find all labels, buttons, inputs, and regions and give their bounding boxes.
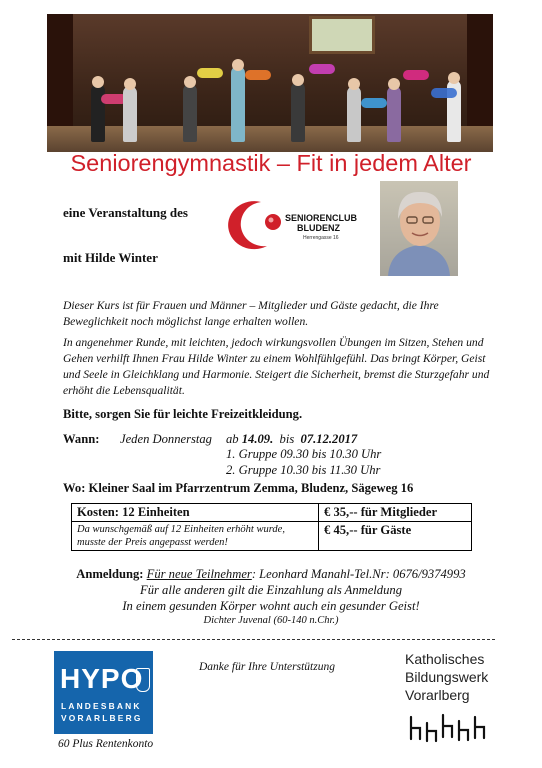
logo-line2: BLUDENZ [297, 223, 340, 233]
hilde-winter-portrait [380, 181, 458, 276]
group-2: 2. Gruppe 10.30 bis 11.30 Uhr [226, 463, 381, 477]
page-title: Seniorengymnastik – Fit in jedem Alter [70, 150, 472, 176]
date-range [226, 432, 357, 447]
hypo-crest-icon [136, 668, 150, 692]
gym-class-photo [47, 14, 493, 152]
seniorenclub-logo [221, 196, 371, 252]
hypo-name: HYPO [60, 663, 144, 694]
logo-line1: SENIORENCLUB [285, 213, 358, 223]
location: Wo: Kleiner Saal im Pfarrzentrum Zemma, Bludenz, Sägeweg 16 [63, 481, 414, 495]
logo-line3: Herrengasse 16 [303, 235, 339, 241]
anmeldung-line [0, 567, 542, 582]
motto: In einem gesunden Körper wohnt auch ein gesunder Geist! [122, 599, 420, 613]
thanks-note: Danke für Ihre Unterstützung [199, 661, 335, 673]
date-bis: bis [279, 432, 295, 446]
cost-guests: € 45,-- für Gäste [319, 522, 472, 551]
wann-day: Jeden Donnerstag [120, 432, 212, 446]
hilde-label: mit Hilde Winter [63, 250, 158, 265]
hypo-logo [54, 651, 153, 734]
anmeldung-label: Anmeldung: [76, 567, 144, 581]
hypo-line1: LANDESBANK [61, 701, 142, 711]
clothing-note: Bitte, sorgen Sie für leichte Freizeitkleidung. [63, 407, 303, 421]
intro-paragraph: Dieser Kurs ist für Frauen und Männer – Mitglieder und Gäste gedacht, die Ihre Beweglichkeit noch möglichst lange erhalten wollen. [63, 299, 439, 328]
motto-author: Dichter Juvenal (60-140 n.Chr.) [203, 615, 339, 626]
kbw-logo [405, 650, 488, 704]
cost-members: € 35,-- für Mitglieder [319, 504, 472, 522]
cost-note: Da wunschgemäß auf 12 Einheiten erhöht wurde, musste der Preis angepasst werden! [72, 522, 319, 551]
einzahlung-note: Für alle anderen gilt die Einzahlung als Anmeldung [140, 583, 402, 597]
date-to: 07.12.2017 [300, 432, 358, 446]
cost-header: Kosten: 12 Einheiten [72, 504, 319, 522]
group-1: 1. Gruppe 09.30 bis 10.30 Uhr [226, 447, 382, 461]
veranstaltung-label: eine Veranstaltung des [63, 205, 188, 220]
kbw-line2: Bildungswerk [405, 669, 489, 685]
date-ab: ab [226, 432, 239, 446]
kbw-line3: Vorarlberg [405, 687, 470, 703]
description-paragraph: In angenehmer Runde, mit leichten, jedoch wirkungsvollen Übungen im Sitzen, Stehen und Gehen verhilft Ihnen Frau Hilde Winter zu einem Wohlfühlgefühl. Das bringt Körper, Geist und Seele in Gleichklang und Harmonie. Steigert die Sicherheit, bremst die Sturzgefahr und erhöht die Lebensqualität. [63, 336, 490, 397]
plus-account: 60 Plus Rentenkonto [58, 738, 154, 750]
kbw-line1: Katholisches [405, 651, 485, 667]
cost-table [71, 503, 472, 551]
hypo-line2: VORARLBERG [61, 713, 143, 723]
anmeldung-new: Für neue Teilnehmer [146, 567, 252, 581]
wann-label: Wann: [63, 432, 100, 446]
anmeldung-contact: : Leonhard Manahl-Tel.Nr: 0676/9374993 [251, 567, 466, 581]
chairs-icon [405, 713, 488, 743]
divider [12, 639, 495, 640]
date-from: 14.09. [241, 432, 274, 446]
wann-row [63, 432, 99, 447]
